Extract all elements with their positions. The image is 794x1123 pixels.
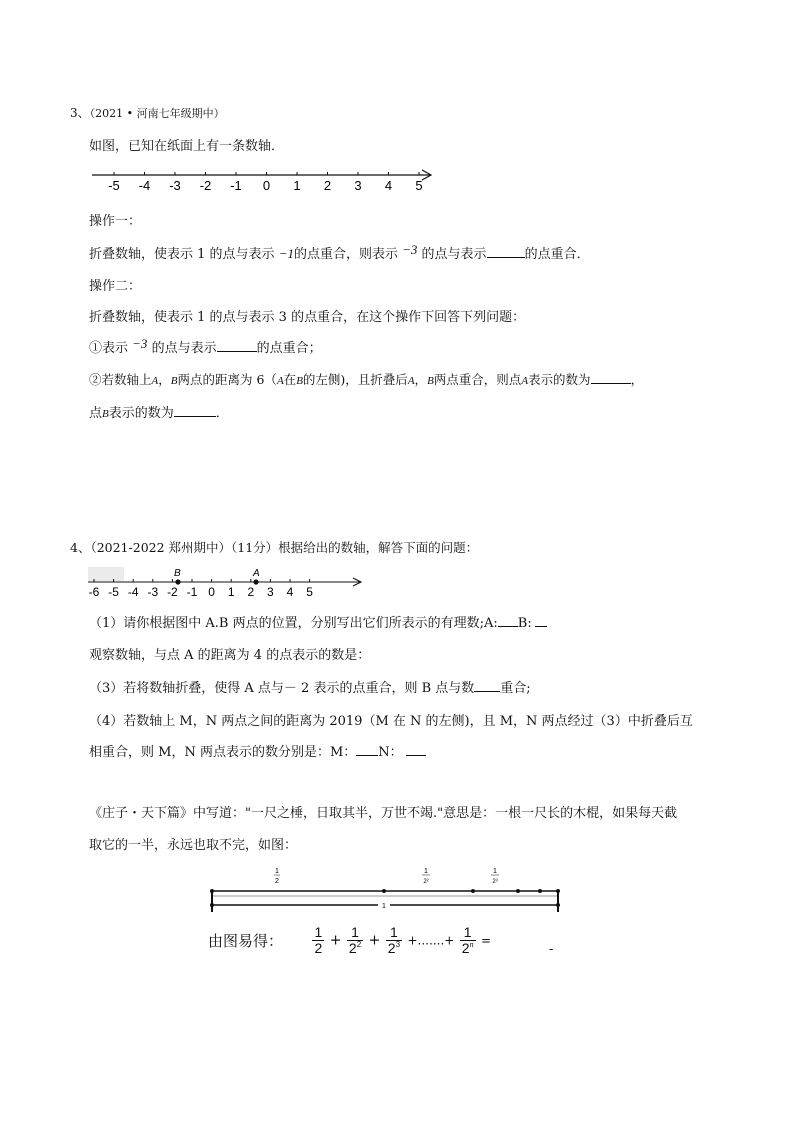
q3-var-b: B <box>427 375 434 387</box>
q4-p4: （4）若数轴上 M，N 两点之间的距离为 2019（M 在 N 的左侧)，且 M，N 两点经过（3）中折叠后互 <box>89 714 693 729</box>
q4-tick-label: 4 <box>286 585 294 599</box>
q4-tick-label: 2 <box>247 585 255 599</box>
q4-tick-label: -1 <box>186 585 198 599</box>
plus-sign: + <box>329 932 342 949</box>
q3-sub2-part-a: ②若数轴上 <box>89 372 152 387</box>
plus-sign: + <box>368 932 381 949</box>
frac-den-base: 2 <box>348 940 357 956</box>
q3-comma: ， <box>414 372 428 387</box>
q3-var-b: B <box>102 408 109 420</box>
q3-sub2-part-f: 表示的数为 <box>528 372 591 387</box>
q3-comma: ， <box>158 372 171 387</box>
frac-1-2 <box>312 925 324 956</box>
q3-sub2-blank-b[interactable] <box>174 404 216 417</box>
q3-source: （2021 • 河南七年级期中） <box>89 107 225 120</box>
formula-label: 由图易得： <box>208 932 284 950</box>
q4-p3-text-a: （3）若将数轴折叠，使得 A 点与－ 2 表示的点重合，则 B 点与数 <box>89 681 475 696</box>
frac-num: 1 <box>460 925 476 941</box>
q3-tick-label: 2 <box>323 178 332 193</box>
q4-point-b <box>175 579 180 584</box>
q3-number: 3、 <box>70 106 90 120</box>
q4-p1-text-b: B: <box>517 616 532 631</box>
q3-var-b: B <box>296 375 303 387</box>
frac-den <box>347 941 363 956</box>
q4-p3-text-b: 重合; <box>500 681 531 696</box>
stick-mark-eighth <box>516 889 520 893</box>
q4-point-a <box>253 579 258 584</box>
q3-sub1 <box>89 337 322 356</box>
frac-den-exp: 3 <box>395 940 401 949</box>
q4-p4-text-c: N： <box>378 745 403 760</box>
q3-sub2 <box>89 370 643 388</box>
q3-var-a: A <box>276 375 284 387</box>
q4-tick-label: 1 <box>227 585 235 599</box>
q3-sub1-part-c: 的点重合； <box>256 341 322 356</box>
q3-op1-text <box>89 243 590 262</box>
q4-tick-label: 3 <box>267 585 274 599</box>
q4-header-text: （2021-2022 郑州期中）（11分）根据给出的数轴，解答下面的问题： <box>90 540 479 555</box>
q4-p1-blank-b[interactable] <box>535 614 547 627</box>
label-whole: 1 <box>382 903 386 910</box>
q3-tick-label: -3 <box>169 178 181 193</box>
q4-p4-text-b: 相重合，则 M，N 两点表示的数分别是：M： <box>89 745 357 760</box>
frac-den-exp: n <box>469 940 474 949</box>
q4-p2: 观察数轴，与点 A 的距离为 4 的点表示的数是： <box>89 648 371 663</box>
q3-sub2-part-h: 表示的数为 <box>108 406 174 421</box>
q4-tick-label: -4 <box>127 585 139 599</box>
q3-period: ． <box>215 406 229 421</box>
equals-sign: = <box>481 933 492 948</box>
q4-tick-label: -6 <box>88 585 100 599</box>
q3-tick-label: 0 <box>262 178 271 193</box>
formula-row <box>208 925 491 973</box>
q3-op1-neg3: −3 <box>402 242 418 257</box>
q4-p4-blank-m[interactable] <box>356 743 378 756</box>
label-quarter-num: 1 <box>424 868 428 875</box>
q4-p3 <box>89 677 531 696</box>
q4-p4-blank-n[interactable] <box>406 743 426 756</box>
q4-tick-label: 0 <box>208 585 215 599</box>
q3-intro: 如图，已知在纸面上有一条数轴． <box>89 139 285 154</box>
q4-p1-blank-a[interactable] <box>498 614 518 627</box>
q3-tick-label: -4 <box>138 178 151 193</box>
label-quarter-den: 2² <box>423 879 429 885</box>
q3-var-a: A <box>521 375 529 387</box>
ellipsis-plus: +.......+ <box>407 933 455 948</box>
q4-p4-line2 <box>89 741 426 760</box>
label-eighth-den: 2³ <box>492 879 498 885</box>
q4-number: 4、 <box>70 540 91 555</box>
q3-number-line <box>90 164 440 196</box>
q3-var-a: A <box>407 375 415 387</box>
q3-op1-title: 操作一： <box>89 214 142 229</box>
q3-tick-label: 1 <box>293 178 301 193</box>
q5-text-line1: 《庄子・天下篇》中写道："一尺之棰，日取其半，万世不竭."意思是：一根一尺长的木棍，如果每天截 <box>89 806 678 821</box>
q4-tick-label: -5 <box>108 585 119 599</box>
label-half-den: 2 <box>275 878 279 885</box>
stick-bottom-end-right <box>556 903 560 907</box>
q3-op1-part-a: 折叠数轴，使表示 1 的点与表示 <box>89 247 275 262</box>
label-eighth-num: 1 <box>493 868 497 875</box>
q4-number-line <box>86 564 376 600</box>
q3-sub2-part-e: 两点重合，则点 <box>433 372 522 387</box>
q3-sub2-part-d: 的左侧)，且折叠后 <box>302 372 408 387</box>
frac-num: 1 <box>386 925 402 941</box>
q3-sub1-neg3: −3 <box>132 336 148 351</box>
q3-header <box>70 104 225 121</box>
frac-den: 2 <box>314 940 323 956</box>
frac-1-2cube <box>386 925 402 956</box>
frac-den-base: 2 <box>387 940 396 956</box>
frac-den <box>460 941 476 956</box>
q4-label-a: A <box>253 568 260 579</box>
stick-bottom-end-left <box>210 903 214 907</box>
q3-op1-blank[interactable] <box>487 245 525 258</box>
frac-1-2sq <box>347 925 363 956</box>
q3-tick-label: -5 <box>108 178 120 193</box>
q3-tick-label: -1 <box>230 178 242 193</box>
q3-op2-text: 折叠数轴，使表示 1 的点与表示 3 的点重合，在这个操作下回答下列问题： <box>89 310 526 325</box>
q5-text-line2: 取它的一半，永远也取不完，如图： <box>89 838 298 853</box>
label-half-num: 1 <box>275 868 279 875</box>
frac-den-exp: 2 <box>356 940 362 949</box>
q3-op1-part-b: 的点重合，则表示 <box>293 247 398 262</box>
q3-sub2-point-word: 点 <box>89 406 103 421</box>
q4-tick-label: -2 <box>167 585 178 599</box>
q3-sub2-blank-a[interactable] <box>591 371 631 384</box>
q3-tick-label: 3 <box>354 178 362 193</box>
q3-var-a: A <box>151 375 159 387</box>
q3-sub2-part-g: ， <box>630 372 644 387</box>
q3-op1-part-d: 的点重合． <box>524 247 590 262</box>
q4-p3-blank[interactable] <box>474 679 500 692</box>
answer-dash: - <box>549 942 554 956</box>
q3-tick-label: -2 <box>199 178 212 193</box>
frac-num: 1 <box>314 924 323 940</box>
q4-p1-text: （1）请你根据图中 A.B 两点的位置，分别写出它们所表示的有理数;A: <box>89 616 498 631</box>
q3-sub1-part-a: ①表示 <box>89 341 129 356</box>
q3-tick-label: 4 <box>384 178 393 193</box>
q3-sub2-part-c: 在 <box>283 372 297 387</box>
q3-op2-title: 操作二： <box>89 279 142 294</box>
stick-mark-sixteenth <box>538 889 542 893</box>
stick-mark-quarter <box>471 889 475 893</box>
q3-tick-label: 5 <box>415 178 423 193</box>
q3-var-b: B <box>170 375 178 387</box>
q4-p1 <box>89 612 547 631</box>
q4-tick-label: -3 <box>147 585 159 599</box>
stick-mark-half <box>382 889 386 893</box>
frac-den <box>386 941 402 956</box>
q4-label-b: B <box>174 568 181 579</box>
q4-smudge <box>88 567 124 581</box>
q4-tick-label: 5 <box>306 585 313 599</box>
q3-sub2-part-b: 两点的距离为 6（ <box>177 372 277 387</box>
frac-1-2n <box>460 925 476 956</box>
frac-den-base: 2 <box>461 940 470 956</box>
q3-sub1-part-b: 的点与表示 <box>151 341 217 356</box>
q3-op1-neg1: −1 <box>278 246 294 261</box>
q3-sub2-line2 <box>89 402 229 421</box>
stick-diagram <box>205 860 565 920</box>
q3-sub1-blank[interactable] <box>217 339 257 352</box>
frac-num: 1 <box>347 925 363 941</box>
q4-header <box>70 538 478 556</box>
q3-op1-part-c: 的点与表示 <box>421 247 487 262</box>
